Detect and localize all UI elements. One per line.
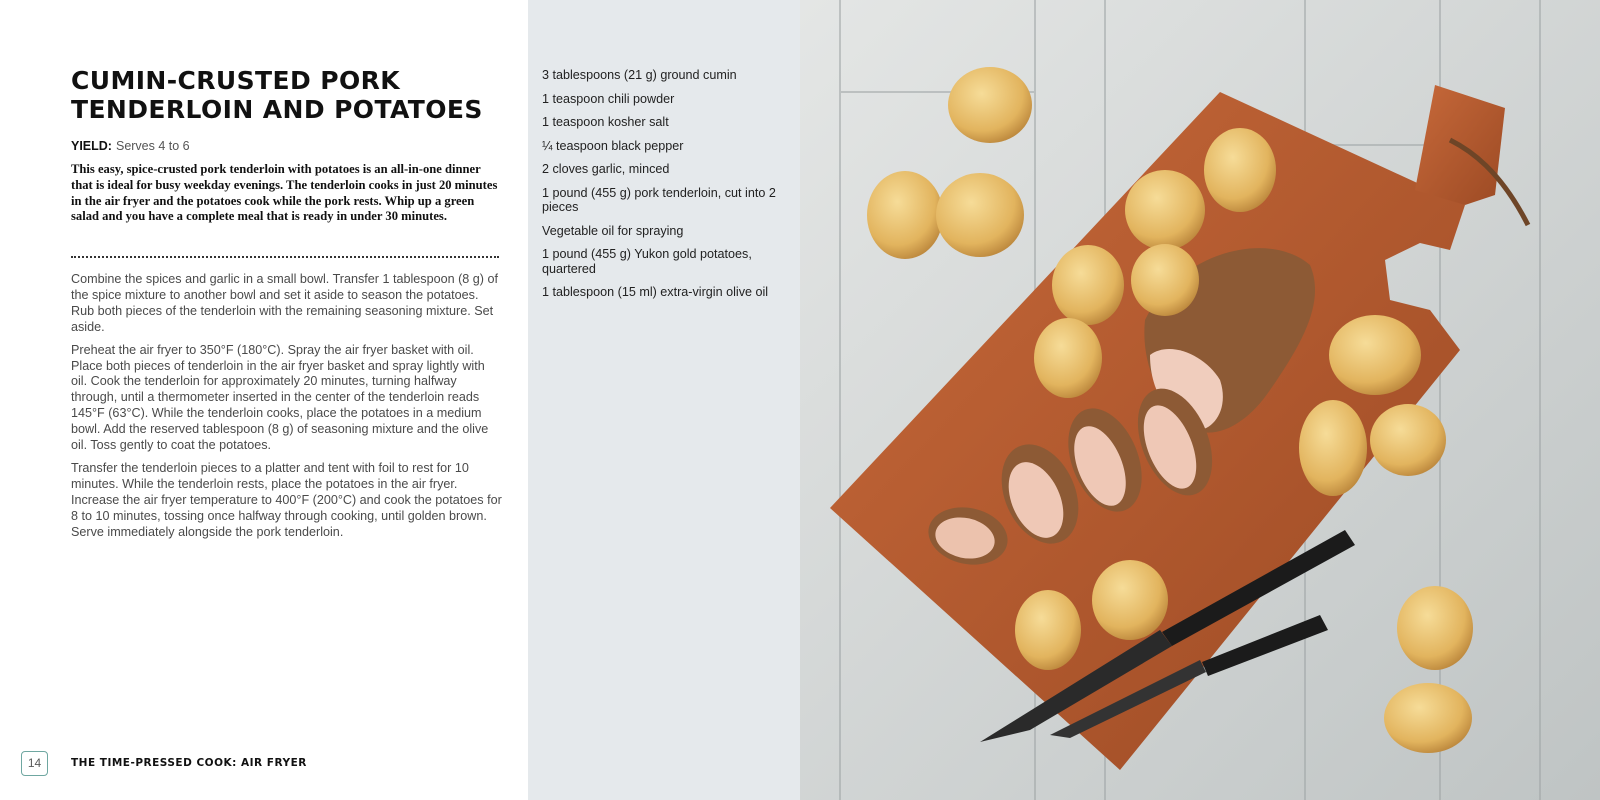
recipe-yield xyxy=(71,139,190,153)
ingredient-item: 1 pound (455 g) pork tenderloin, cut into 2 pieces xyxy=(542,185,776,214)
yield-value: Serves 4 to 6 xyxy=(115,139,190,153)
dotted-divider xyxy=(71,256,499,258)
recipe-title-line-1: CUMIN-CRUSTED PORK xyxy=(71,66,401,95)
page-number: 14 xyxy=(21,751,48,776)
recipe-photo xyxy=(800,0,1600,800)
recipe-steps xyxy=(71,272,503,548)
ingredients-panel xyxy=(528,0,800,800)
ingredient-item: Vegetable oil for spraying xyxy=(542,223,684,238)
yield-label: YIELD: xyxy=(71,139,112,153)
ingredient-item: 1 teaspoon kosher salt xyxy=(542,115,669,129)
recipe-title xyxy=(71,66,511,124)
recipe-step: Combine the spices and garlic in a small bowl. Transfer 1 tablespoon (8 g) of the spice mixture to another bowl and set it aside to season the potatoes. Rub both pieces of the tenderloin with the remaining seasoning mixture. Set aside. xyxy=(71,272,499,334)
ingredient-item: 1 teaspoon chili powder xyxy=(542,91,675,106)
ingredient-item: ¼ teaspoon black pepper xyxy=(542,138,684,153)
recipe-step: Preheat the air fryer to 350°F (180°C). Spray the air fryer basket with oil. Place both pieces of tenderloin in the air fryer basket and spray lightly with oil. Cook the tenderloin for approximately 20 minutes, turning halfway through, until a thermometer inserted in the center of the tenderloin reads 145°F (63°C). While the tenderloin cooks, place the potatoes in a medium bowl. Add the reserved tablespoon (8 g) of seasoning mixture and the olive oil. Toss gently to coat the potatoes. xyxy=(71,342,489,453)
ingredient-item: 2 cloves garlic, minced xyxy=(542,162,670,176)
ingredient-item: 1 tablespoon (15 ml) extra-virgin olive oil xyxy=(542,285,769,299)
pork-and-potatoes-illustration xyxy=(800,0,1600,800)
ingredient-item: 3 tablespoons (21 g) ground cumin xyxy=(542,68,737,82)
ingredients-list xyxy=(542,68,782,309)
book-title: THE TIME-PRESSED COOK: AIR FRYER xyxy=(71,757,307,769)
recipe-title-line-2: TENDERLOIN AND POTATOES xyxy=(71,95,483,124)
recipe-step: Transfer the tenderloin pieces to a platter and tent with foil to rest for 10 minutes. While the tenderloin rests, place the potatoes in the air fryer. Increase the air fryer temperature to 400°F (200°C) and cook the potatoes for 8 to 10 minutes, tossing once halfway through cooking, until golden brown. Serve immediately alongside the pork tenderloin. xyxy=(71,460,502,539)
recipe-intro: This easy, spice-crusted pork tenderloin with potatoes is an all-in-one dinner that is ideal for busy weekday evenings. The tenderloin cooks in just 20 minutes in the air fryer and the potatoes cook while the pork rests. Whip up a green salad and you have a complete meal that is ready in under 30 minutes. xyxy=(71,162,498,224)
ingredient-item: 1 pound (455 g) Yukon gold potatoes, quartered xyxy=(542,247,752,276)
recipe-page xyxy=(0,0,528,800)
